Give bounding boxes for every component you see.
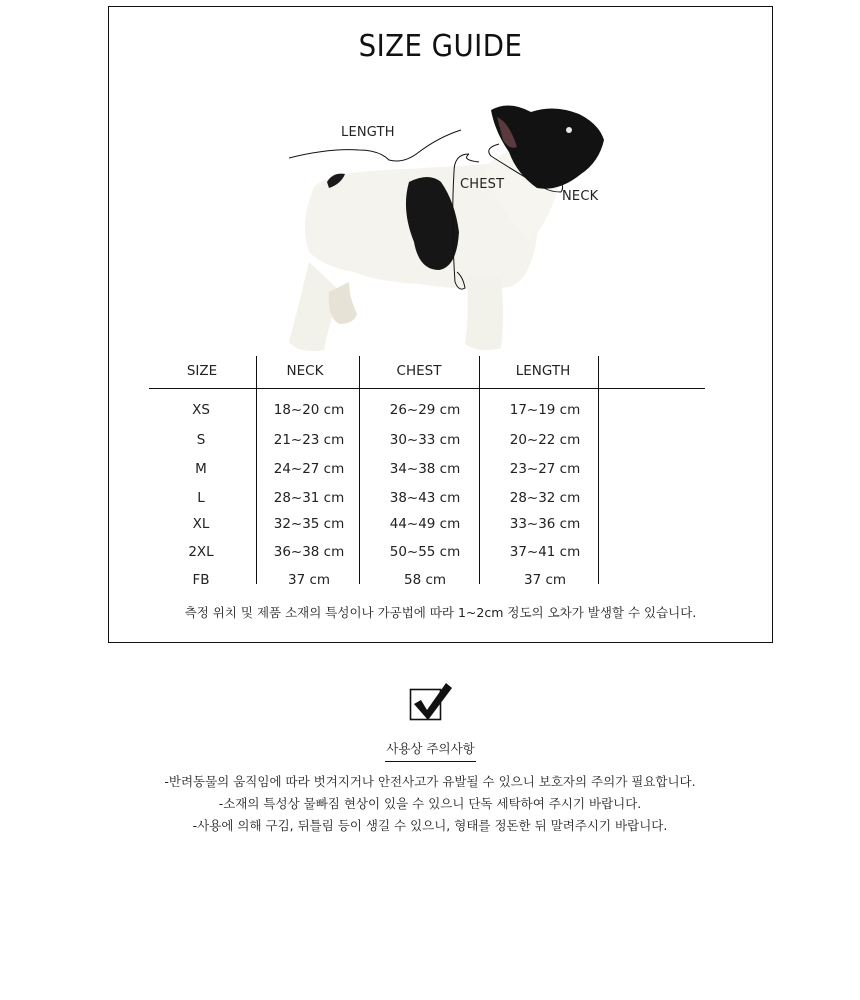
caution-item: -소재의 특성상 물빠짐 현상이 있을 수 있으니 단독 세탁하여 주시기 바랍니다. (218, 796, 642, 811)
neck-label: NECK (562, 189, 599, 204)
size-guide-panel (108, 6, 773, 643)
cell-length: 37~41 cm (509, 544, 581, 560)
cell-neck: 18~20 cm (273, 402, 345, 418)
header-chest: CHEST (396, 363, 442, 379)
cell-chest: 38~43 cm (389, 490, 461, 506)
cell-chest: 50~55 cm (389, 544, 461, 560)
cell-chest: 30~33 cm (389, 432, 461, 448)
cell-size: S (196, 432, 206, 448)
cell-size: 2XL (188, 544, 214, 560)
cell-neck: 21~23 cm (273, 432, 345, 448)
caution-item: -반려동물의 움직임에 따라 벗겨지거나 안전사고가 유발될 수 있으니 보호자의 주의가 필요합니다. (164, 774, 696, 789)
header-length: LENGTH (515, 363, 571, 379)
cell-length: 20~22 cm (509, 432, 581, 448)
cell-size: FB (192, 572, 210, 588)
cell-neck: 36~38 cm (273, 544, 345, 560)
caution-title: 사용상 주의사항 (385, 739, 476, 762)
cell-length: 33~36 cm (509, 516, 581, 532)
cell-size: M (195, 461, 207, 477)
cell-neck: 37 cm (287, 572, 331, 588)
column-divider (598, 356, 599, 584)
cell-length: 17~19 cm (509, 402, 581, 418)
caution-item: -사용에 의해 구김, 뒤틀림 등이 생길 수 있으니, 형태를 정돈한 뒤 말려주시기 바랍니다. (192, 818, 668, 833)
header-neck: NECK (286, 363, 324, 379)
measurement-note: 측정 위치 및 제품 소재의 특성이나 가공법에 따라 1~2cm 정도의 오차가 발생할 수 있습니다. (184, 605, 697, 620)
cell-chest: 44~49 cm (389, 516, 461, 532)
cell-neck: 28~31 cm (273, 490, 345, 506)
cell-chest: 26~29 cm (389, 402, 461, 418)
chest-label: CHEST (460, 177, 505, 192)
cell-size: XL (192, 516, 210, 532)
column-divider (359, 356, 360, 584)
cell-chest: 58 cm (403, 572, 447, 588)
cell-size: L (197, 490, 205, 506)
cell-length: 28~32 cm (509, 490, 581, 506)
cell-length: 37 cm (523, 572, 567, 588)
header-size: SIZE (186, 363, 218, 379)
dog-illustration (269, 92, 629, 362)
table-header-divider (149, 388, 705, 389)
page-title: SIZE GUIDE (358, 29, 523, 64)
cell-length: 23~27 cm (509, 461, 581, 477)
column-divider (256, 356, 257, 584)
cell-neck: 32~35 cm (273, 516, 345, 532)
cell-neck: 24~27 cm (273, 461, 345, 477)
length-label: LENGTH (341, 125, 395, 140)
cell-size: XS (192, 402, 210, 418)
cell-chest: 34~38 cm (389, 461, 461, 477)
dog-measurement-figure (269, 92, 629, 362)
checkbox-checked-icon (408, 680, 454, 724)
column-divider (479, 356, 480, 584)
